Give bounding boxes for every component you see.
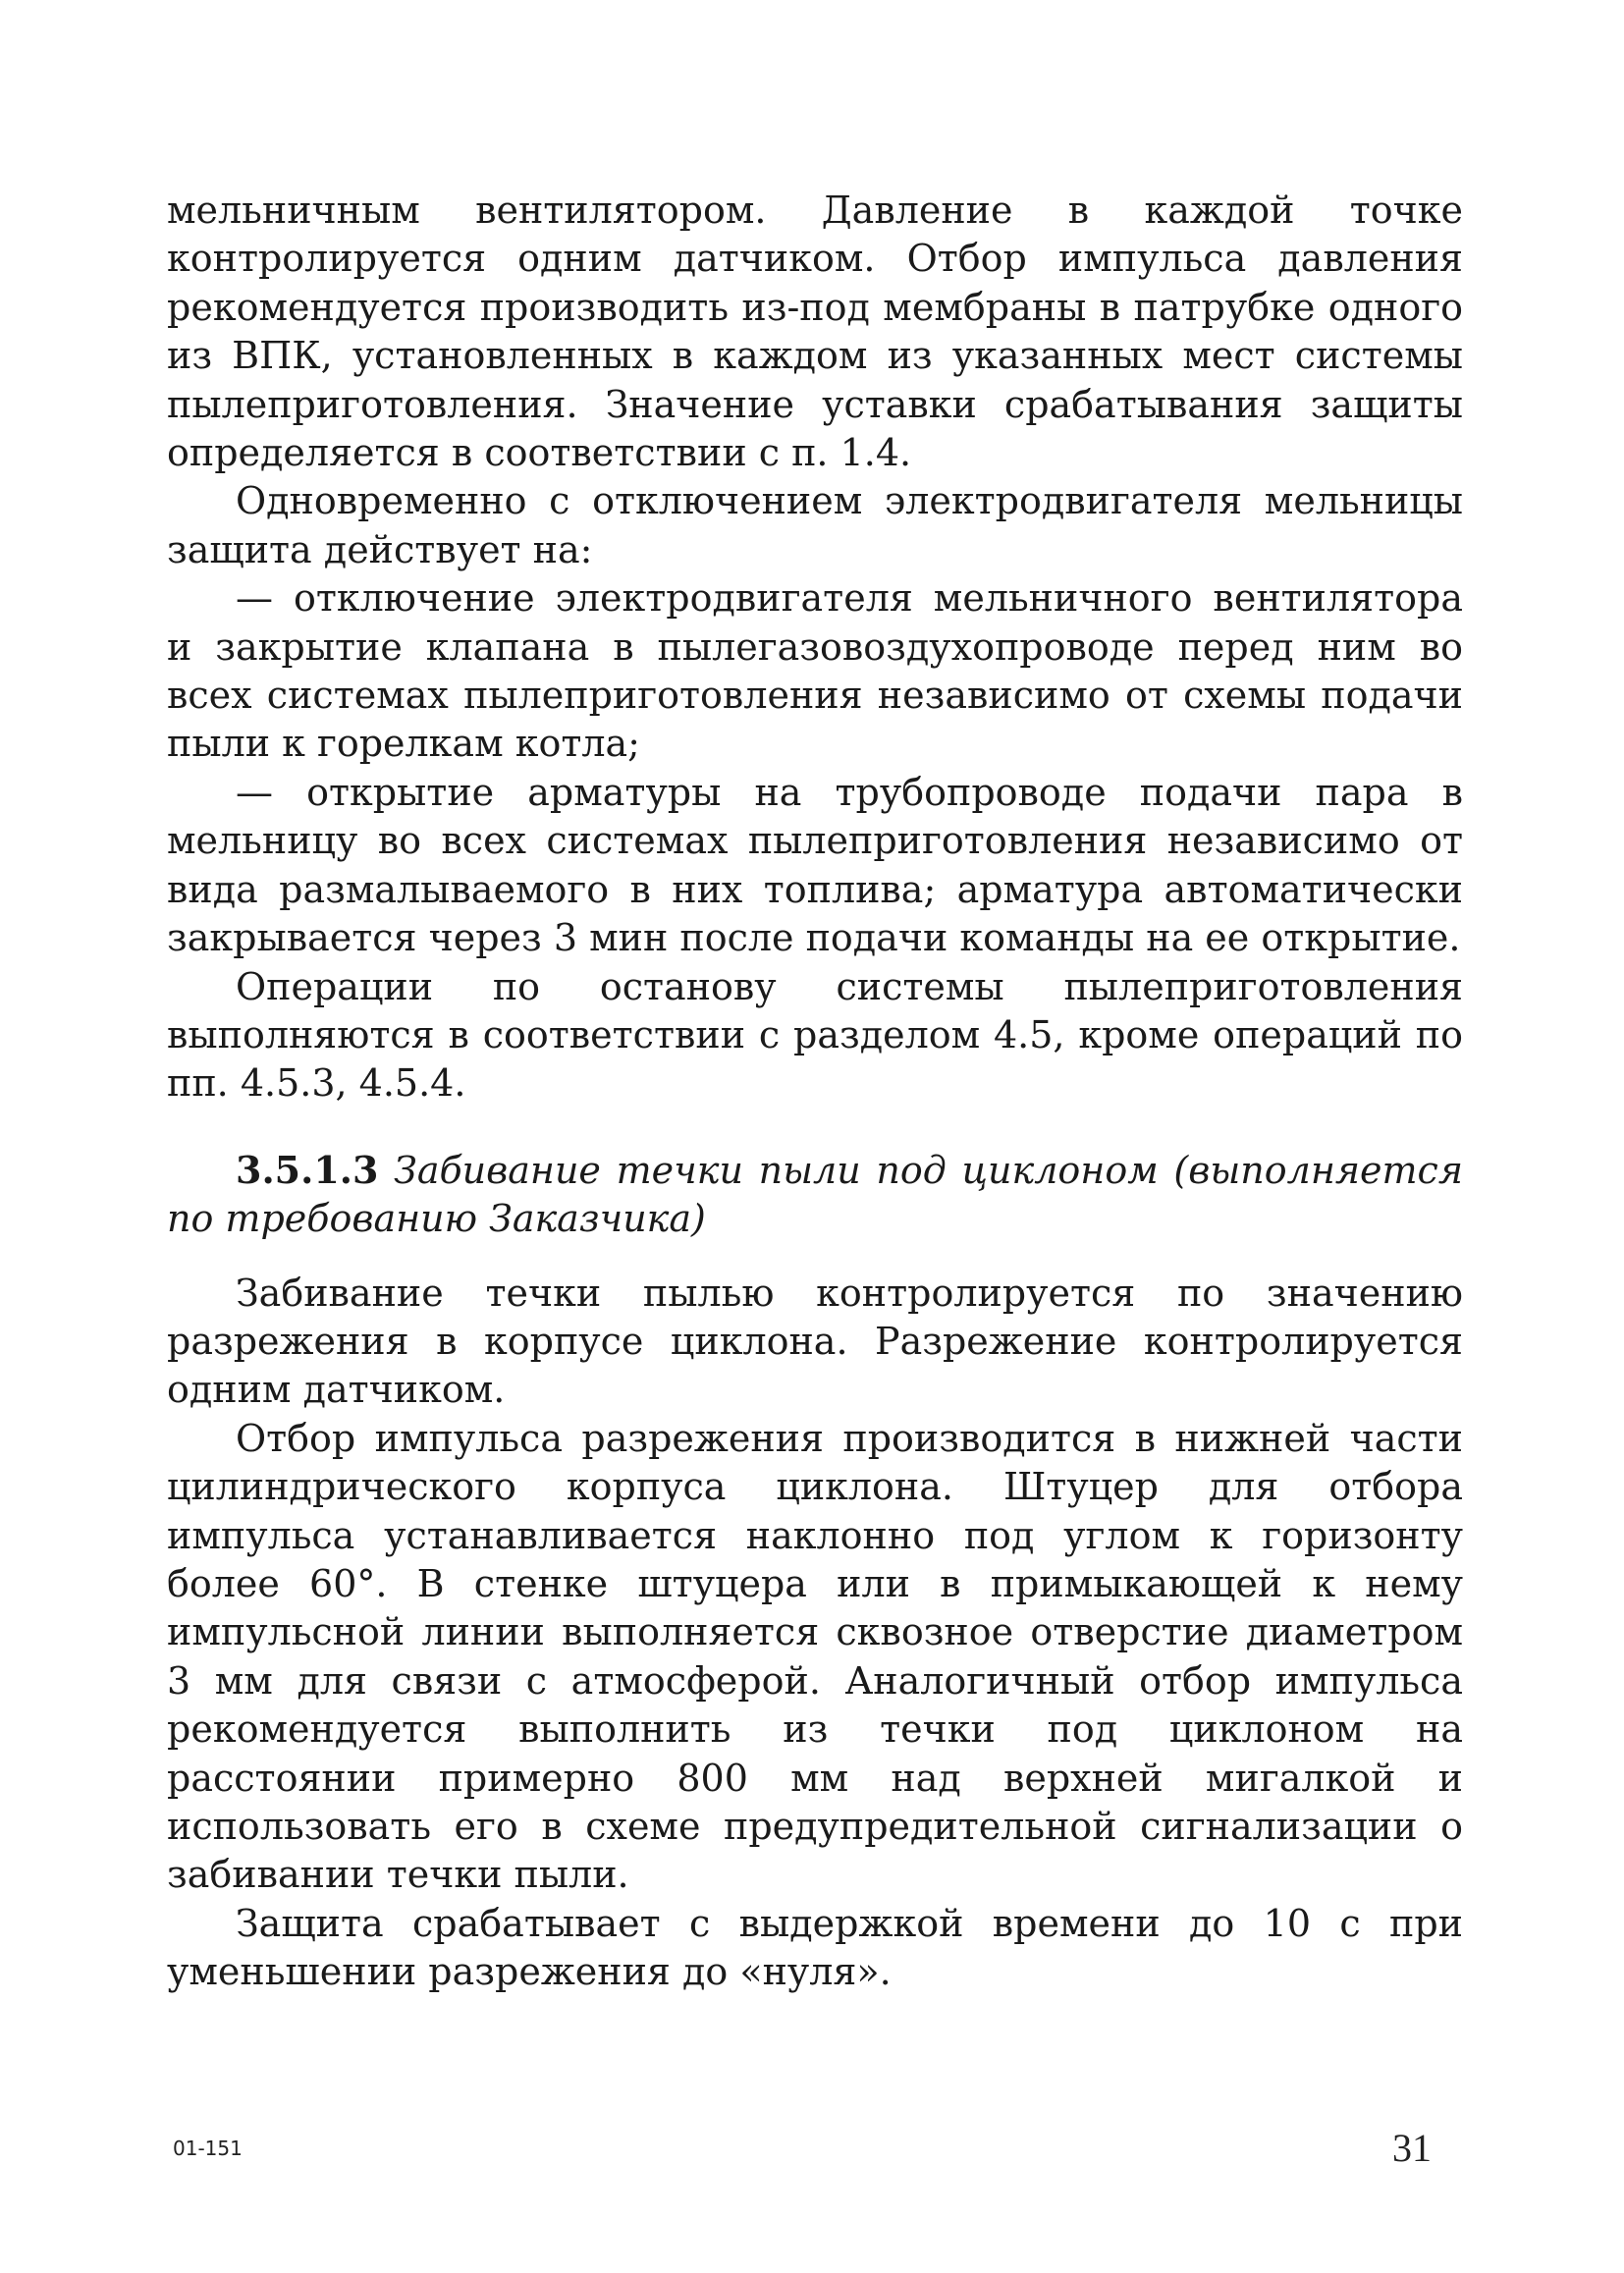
document-code: 01-151 (173, 2137, 243, 2160)
section-heading (167, 1146, 1463, 1244)
paragraph-shutdown-operations: Операции по останову системы пылеприготовления выполняются в соответствии с разделом 4.5, кроме операций по пп. 4.5.3, 4.5.4. (167, 964, 1463, 1106)
section-title: Забивание течки пыли под циклоном (выполняется по требованию Заказчика) (167, 1148, 1463, 1241)
list-item-steam-valve: — открытие арматуры на трубопроводе подачи пара в мельницу во всех системах пылеприготовления независимо от вида размалываемого в них топлива; арматура автоматически закрывается через 3 мин после подачи команды на ее открытие. (167, 770, 1463, 960)
paragraph-protection-delay: Защита срабатывает с выдержкой времени до 10 с при уменьшении разрежения до «нуля». (167, 1901, 1463, 1994)
paragraph-continuation: мельничным вентилятором. Давление в каждой точке контролируется одним датчиком. Отбор импульса давления рекомендуется производить из-под мембраны в патрубке одного из ВПК, установленных в каждом из указанных мест системы пылеприготовления. Значение уставки срабатывания защиты определяется в соответствии с п. 1.4. (167, 189, 1463, 475)
page-number: 31 (1392, 2126, 1432, 2170)
paragraph-impulse-sampling: Отбор импульса разрежения производится в нижней части цилиндрического корпуса циклона. Штуцер для отбора импульса устанавливается наклонно под углом к горизонту более 60°. В стенке штуцера или в примыкающей к нему импульсной линии выполняется сквозное отверстие диаметром 3 мм для связи с атмосферой. Аналогичный отбор импульса рекомендуется выполнить из течки под циклоном на расстоянии примерно 800 мм над верхней мигалкой и использовать его в схеме предупредительной сигнализации о забивании течки пыли. (167, 1416, 1463, 1897)
paragraph-clogging-control: Забивание течки пылью контролируется по значению разрежения в корпусе циклона. Разрежение контролируется одним датчиком. (167, 1271, 1463, 1412)
document-page (167, 187, 1463, 1997)
paragraph-simultaneous-action: Одновременно с отключением электродвигателя мельницы защита действует на: (167, 479, 1463, 571)
list-item-fan-shutdown: — отключение электродвигателя мельничного вентилятора и закрытие клапана в пылегазовоздухопроводе перед ним во всех системах пылеприготовления независимо от схемы подачи пыли к горелкам котла; (167, 576, 1463, 766)
section-number: 3.5.1.3 (236, 1147, 379, 1192)
